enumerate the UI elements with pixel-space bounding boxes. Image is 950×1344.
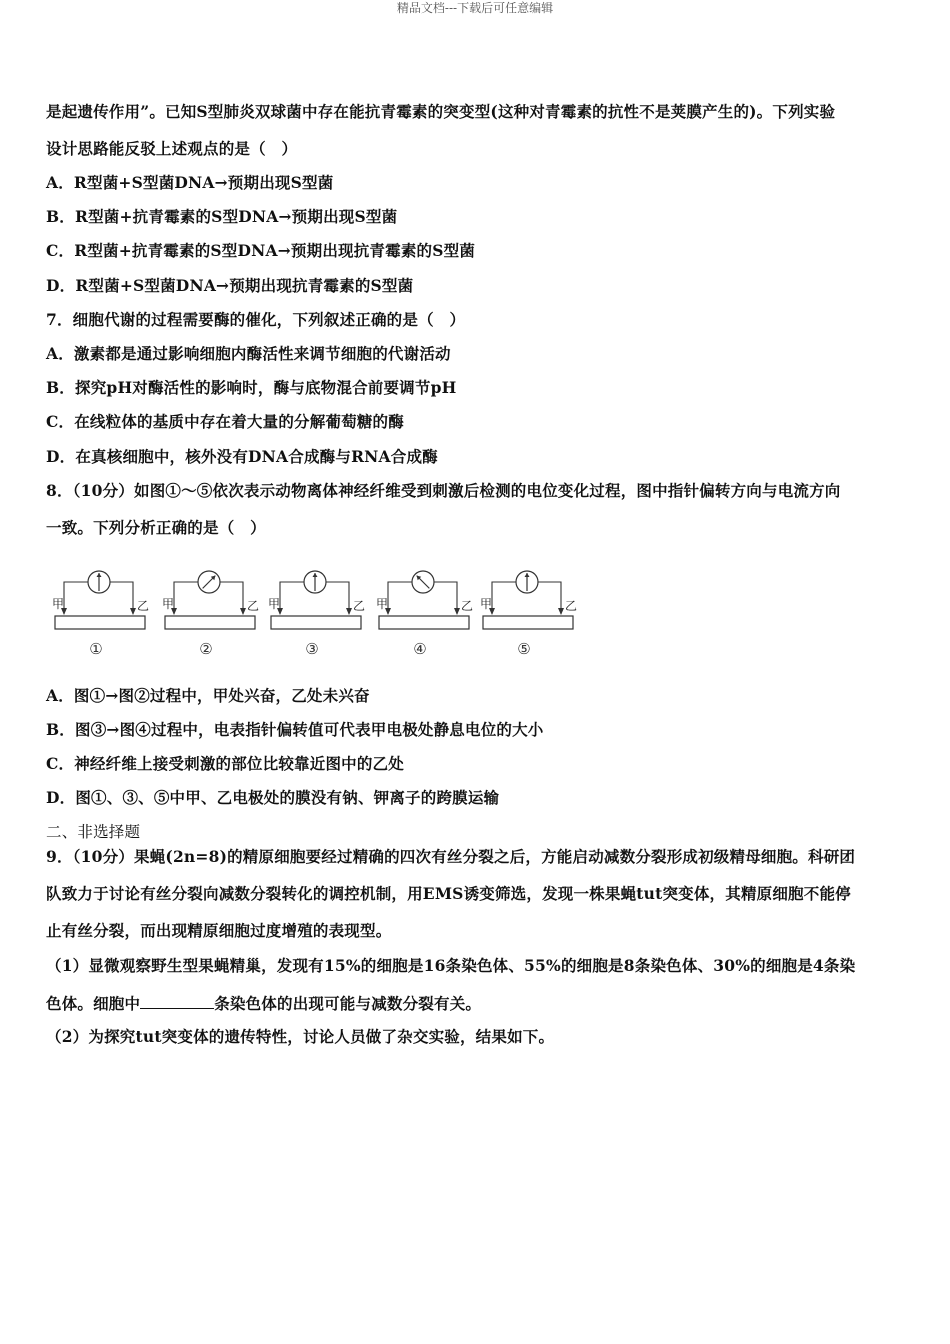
option-6c: C．R型菌+抗青霉素的S型DNA→预期出现抗青霉素的S型菌 <box>46 241 476 260</box>
option-6a: A．R型菌+S型菌DNA→预期出现S型菌 <box>46 173 334 192</box>
electrode-label-yi: 乙 <box>353 599 366 613</box>
electrode-wire-right <box>110 582 133 614</box>
text-before-blank: 色体。细胞中 <box>46 994 141 1013</box>
electrode-label-yi: 乙 <box>461 599 474 613</box>
nerve-fiber-figure <box>40 558 600 668</box>
nerve-fiber <box>379 616 469 629</box>
question-9-cont: 止有丝分裂，而出现精原细胞过度增殖的表现型。 <box>46 921 392 940</box>
electrode-label-yi: 乙 <box>565 599 578 613</box>
nerve-fiber <box>165 616 255 629</box>
electrode-wire-right <box>434 582 457 614</box>
option-8c: C．神经纤维上接受刺激的部位比较靠近图中的乙处 <box>46 754 404 773</box>
panel-label: ① <box>89 640 103 658</box>
electrode-wire-right <box>220 582 243 614</box>
electrode-label-yi: 乙 <box>137 599 150 613</box>
option-8d: D．图①、③、⑤中甲、乙电极处的膜没有钠、钾离子的跨膜运输 <box>46 788 500 807</box>
panel-label: ⑤ <box>517 640 531 658</box>
option-7d: D．在真核细胞中，核外没有DNA合成酶与RNA合成酶 <box>46 447 438 466</box>
electrode-label-jia: 甲 <box>376 597 389 611</box>
electrode-wire-left <box>280 582 304 614</box>
electrode-arrow-right <box>240 608 246 615</box>
option-7b: B．探究pH对酶活性的影响时，酶与底物混合前要调节pH <box>46 378 457 397</box>
section-heading: 二、非选择题 <box>46 823 141 841</box>
electrode-wire-right <box>326 582 349 614</box>
question-9-cont: 队致力于讨论有丝分裂向减数分裂转化的调控机制，用EMS诱变筛选，发现一株果蝇tut突变体，其精原细胞不能停 <box>46 884 851 903</box>
question-8-cont: 一致。下列分析正确的是（ ） <box>46 518 266 537</box>
answer-blank[interactable] <box>140 992 214 1009</box>
electrode-label-jia: 甲 <box>162 597 175 611</box>
electrode-wire-left <box>64 582 88 614</box>
paragraph-line: 是起遗传作用”。已知S型肺炎双球菌中存在能抗青霉素的突变型(这种对青霉素的抗性不是荚膜产生的)。下列实验 <box>46 102 836 121</box>
electrode-label-jia: 甲 <box>480 597 493 611</box>
option-7a: A．激素都是通过影响细胞内酶活性来调节细胞的代谢活动 <box>46 344 451 363</box>
electrode-wire-left <box>174 582 198 614</box>
panel-label: ④ <box>413 640 427 658</box>
electrode-label-jia: 甲 <box>268 597 281 611</box>
question-9-part1: （1）显微观察野生型果蝇精巢，发现有15%的细胞是16条染色体、55%的细胞是8条染色体、30%的细胞是4条染 <box>46 956 856 975</box>
electrode-wire-right <box>538 582 561 614</box>
electrode-label-yi: 乙 <box>247 599 260 613</box>
electrode-arrow-right <box>130 608 136 615</box>
nerve-fiber <box>271 616 361 629</box>
question-7: 7．细胞代谢的过程需要酶的催化，下列叙述正确的是（ ） <box>46 310 466 329</box>
paragraph-line: 设计思路能反驳上述观点的是（ ） <box>46 139 298 158</box>
electrode-arrow-right <box>454 608 460 615</box>
panel-label: ③ <box>305 640 319 658</box>
question-8: 8．（10分）如图①～⑤依次表示动物离体神经纤维受到刺激后检测的电位变化过程，图中指针偏转方向与电流方向 <box>46 481 841 500</box>
nerve-fiber <box>483 616 573 629</box>
question-9-part2: （2）为探究tut突变体的遗传特性，讨论人员做了杂交实验，结果如下。 <box>46 1027 555 1046</box>
option-6d: D．R型菌+S型菌DNA→预期出现抗青霉素的S型菌 <box>46 276 414 295</box>
option-8b: B．图③→图④过程中，电表指针偏转值可代表甲电极处静息电位的大小 <box>46 720 544 739</box>
option-7c: C．在线粒体的基质中存在着大量的分解葡萄糖的酶 <box>46 412 404 431</box>
text-after-blank: 条染色体的出现可能与减数分裂有关。 <box>214 994 482 1013</box>
electrode-label-jia: 甲 <box>52 597 65 611</box>
electrode-wire-left <box>492 582 516 614</box>
panel-label: ② <box>199 640 213 658</box>
option-8a: A．图①→图②过程中，甲处兴奋，乙处未兴奋 <box>46 686 370 705</box>
electrode-arrow-right <box>346 608 352 615</box>
question-9-part1-cont <box>46 992 481 1015</box>
option-6b: B．R型菌+抗青霉素的S型DNA→预期出现S型菌 <box>46 207 398 226</box>
page-header: 精品文档---下载后可任意编辑 <box>396 1 554 15</box>
electrode-wire-left <box>388 582 412 614</box>
question-9: 9．（10分）果蝇(2n=8)的精原细胞要经过精确的四次有丝分裂之后，方能启动减数分裂形成初级精母细胞。科研团 <box>46 847 856 866</box>
electrode-arrow-right <box>558 608 564 615</box>
nerve-fiber <box>55 616 145 629</box>
